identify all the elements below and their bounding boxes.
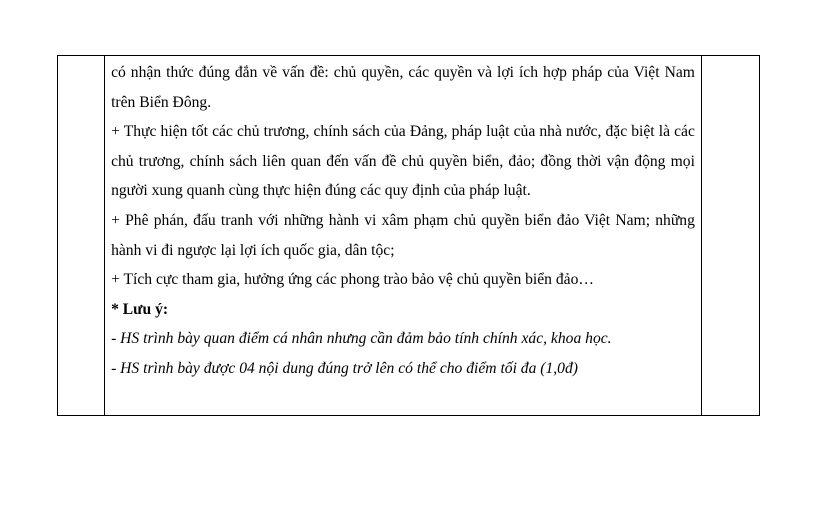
answer-table [57, 55, 760, 416]
paragraph-implement-policies: + Thực hiện tốt các chủ trương, chính sách của Đảng, pháp luật của nhà nước, đặc biệt là các chủ trương, chính sách liên quan đến vấn đề chủ quyền biển, đảo; đồng thời vận động mọi người xung quanh cùng thực hiện đúng các quy định của pháp luật. [111, 123, 695, 200]
content-block [105, 56, 701, 384]
content-cell [105, 56, 702, 416]
paragraph-awareness: có nhận thức đúng đắn về vấn đề: chủ quyền, các quyền và lợi ích hợp pháp của Việt Nam trên Biển Đông. [111, 64, 695, 111]
paragraph-criticize-violations: + Phê phán, đấu tranh với những hành vi xâm phạm chủ quyền biển đảo Việt Nam; những hành vi đi ngược lại lợi ích quốc gia, dân tộc; [111, 211, 695, 259]
note-title: * Lưu ý: [111, 300, 169, 318]
note-line-max-score: - HS trình bày được 04 nội dung đúng trở lên có thể cho điểm tối đa (1,0đ) [111, 359, 578, 377]
note-line-accuracy: - HS trình bày quan điểm cá nhân nhưng cần đảm bảo tính chính xác, khoa học. [111, 330, 612, 348]
left-cell [58, 56, 105, 416]
table-row [58, 56, 760, 416]
score-cell [701, 56, 759, 416]
paragraph-participate-movements: + Tích cực tham gia, hưởng ứng các phong trào bảo vệ chủ quyền biển đảo… [111, 271, 594, 289]
